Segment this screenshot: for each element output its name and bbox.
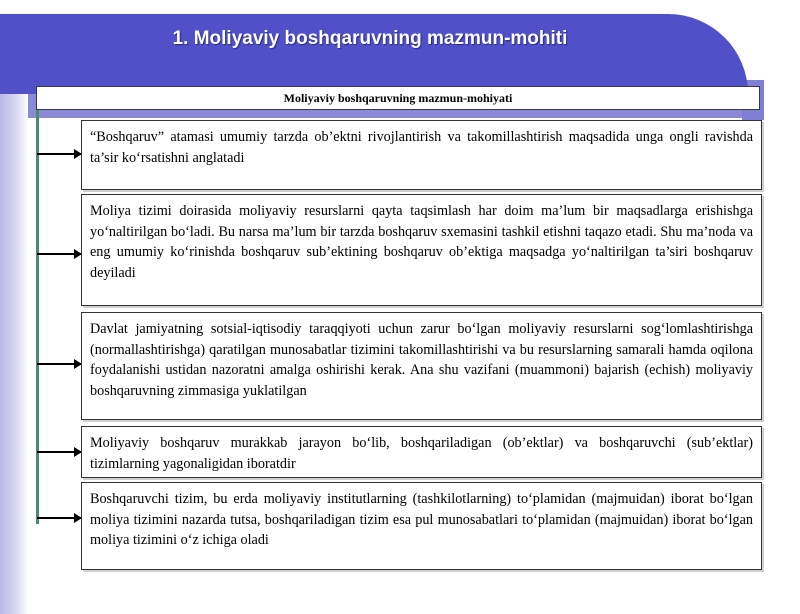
- definition-box-5: [81, 482, 762, 570]
- box-text: Boshqaruvchi tizim, bu erda moliyaviy institutlarning (tashkilotlarning) to‘plamidan (majmuidan) iborat bo‘lgan moliya tizimini nazarda tutsa, boshqariladigan tizim esa pul munosabatlari to‘plamidan (majmuidan) iborat bo‘lgan moliya tizimini o‘z ichiga oladi: [90, 491, 753, 548]
- connector-arrow: [37, 451, 81, 453]
- box-text: Moliya tizimi doirasida moliyaviy resurslarni qayta taqsimlash har doim ma’lum bir maqsadlarga erishishga yo‘naltirilgan bo‘ladi. Bu narsa ma’lum bir tarzda boshqaruv sxemasini tashkil etishni taqazo etadi. Shu ma’noda va eng umumiy ko‘rinishda boshqaruv sub’ektining boshqaruv ob’ektiga maqsadga yo‘naltirilgan ta’siri boshqaruv deyiladi: [90, 203, 753, 281]
- definition-box-4: [81, 426, 762, 478]
- left-decorative-strip: [0, 94, 28, 614]
- diagram-heading: Moliyaviy boshqaruvning mazmun-mohiyati: [36, 86, 760, 110]
- connector-arrow: [37, 517, 81, 519]
- connector-arrow: [37, 253, 81, 255]
- slide-title: 1. Moliyaviy boshqaruvning mazmun-mohiti: [172, 28, 568, 49]
- box-text: Moliyaviy boshqaruv murakkab jarayon bo‘lib, boshqariladigan (ob’ektlar) va boshqaruvchi (sub’ektlar) tizimlarning yagonaligidan iboratdir: [90, 435, 753, 472]
- connector-line: [36, 110, 39, 524]
- definition-box-2: [81, 194, 762, 306]
- header-band: [0, 14, 748, 94]
- definition-box-1: [81, 120, 762, 190]
- definition-box-3: [81, 312, 762, 420]
- connector-arrow: [37, 363, 81, 365]
- box-text: Davlat jamiyatning sotsial-iqtisodiy taraqqiyoti uchun zarur bo‘lgan moliyaviy resurslarni sog‘lomlashtirishga (normallashtirishga) qaratilgan munosabatlar tizimini takomillashtirishi va bu resurslarning samarali hamda oqilona foydalanishi ustidan nazoratni amalga oshirishi kerak. Ana shu vazifani (muammoni) bajarish (echish) moliyaviy boshqaruvning zimmasiga yuklatilgan: [90, 321, 753, 399]
- connector-arrow: [37, 153, 81, 155]
- box-text: “Boshqaruv” atamasi umumiy tarzda ob’ektni rivojlantirish va takomillashtirish maqsadida unga ongli ravishda ta’sir ko‘rsatishni anglatadi: [90, 129, 753, 166]
